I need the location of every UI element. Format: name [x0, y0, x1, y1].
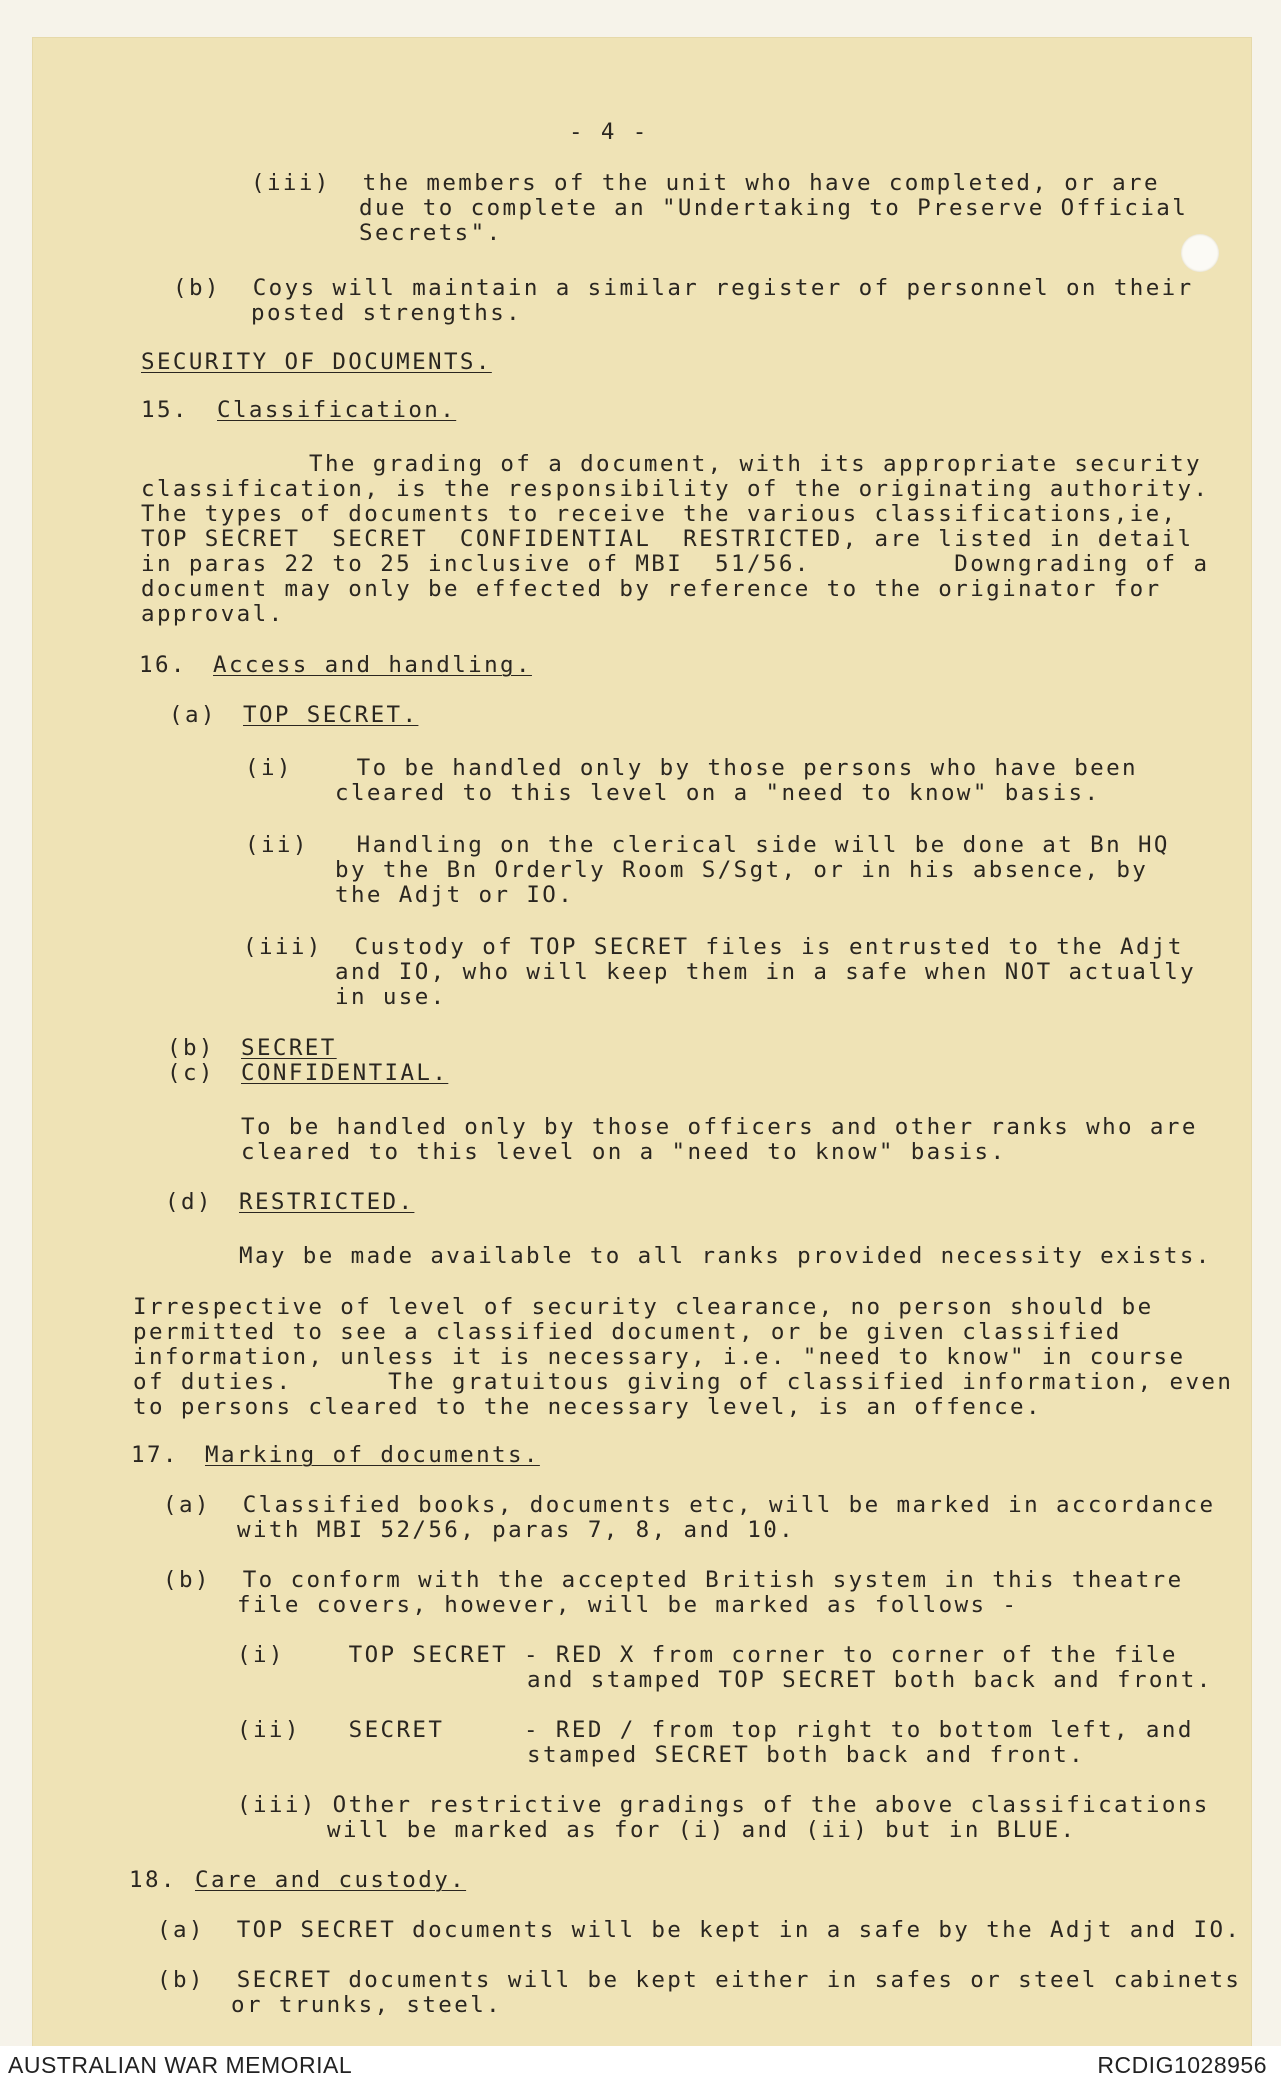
- text-line: approval.: [141, 601, 285, 627]
- archive-name: AUSTRALIAN WAR MEMORIAL: [8, 2052, 353, 2078]
- text-line: stamped SECRET both back and front.: [527, 1742, 1086, 1768]
- text-line: May be made available to all ranks provided necessity exists.: [239, 1243, 1212, 1269]
- text-line: posted strengths.: [251, 300, 523, 326]
- text-line: (b) To conform with the accepted British system in this theatre: [163, 1567, 1184, 1593]
- sub-label: (c): [167, 1060, 215, 1086]
- para-heading: Care and custody.: [195, 1867, 467, 1893]
- text-line: and stamped TOP SECRET both back and front.: [527, 1667, 1213, 1693]
- text-line: TOP SECRET SECRET CONFIDENTIAL RESTRICTED, are listed in detail: [141, 526, 1194, 552]
- text-line: (iii) Custody of TOP SECRET files is entrusted to the Adjt: [243, 934, 1184, 960]
- text-line: (b) Coys will maintain a similar register of personnel on their: [173, 275, 1194, 301]
- text-line: Irrespective of level of security clearance, no person should be: [133, 1294, 1154, 1320]
- text-line: (i) To be handled only by those persons who have been: [245, 755, 1138, 781]
- text-line: (a) TOP SECRET documents will be kept in a safe by the Adjt and IO.: [157, 1917, 1242, 1943]
- sub-heading: RESTRICTED.: [239, 1189, 415, 1215]
- text-line: of duties. The gratuitous giving of classified information, even: [133, 1369, 1234, 1395]
- sub-label: (b): [167, 1035, 215, 1061]
- text-line: To be handled only by those officers and other ranks who are: [241, 1114, 1198, 1140]
- sub-heading: CONFIDENTIAL.: [241, 1060, 449, 1086]
- punch-hole: [1181, 234, 1219, 272]
- text-line: The types of documents to receive the various classifications,ie,: [141, 501, 1178, 527]
- text-line: cleared to this level on a "need to know" basis.: [241, 1139, 1007, 1165]
- text-line: permitted to see a classified document, or be given classified: [133, 1319, 1122, 1345]
- text-line: or trunks, steel.: [231, 1992, 503, 2018]
- text-line: (i) TOP SECRET - RED X from corner to corner of the file: [237, 1642, 1178, 1668]
- text-line: (ii) SECRET - RED / from top right to bottom left, and: [237, 1717, 1194, 1743]
- text-line: (ii) Handling on the clerical side will be done at Bn HQ: [245, 832, 1170, 858]
- para-number: 15.: [141, 397, 189, 423]
- para-heading: Marking of documents.: [205, 1442, 540, 1468]
- text-line: (iii) the members of the unit who have completed, or are: [251, 170, 1160, 196]
- page-number: - 4 -: [569, 119, 649, 145]
- text-line: and IO, who will keep them in a safe when NOT actually: [335, 959, 1197, 985]
- text-line: information, unless it is necessary, i.e. "need to know" in course: [133, 1344, 1186, 1370]
- para-heading: Access and handling.: [213, 652, 532, 678]
- para-number: 17.: [131, 1442, 179, 1468]
- text-line: (b) SECRET documents will be kept either in safes or steel cabinets: [157, 1967, 1242, 1993]
- text-line: due to complete an "Undertaking to Preserve Official: [359, 195, 1189, 221]
- archive-reference: RCDIG1028956: [1097, 2052, 1267, 2078]
- text-line: in paras 22 to 25 inclusive of MBI 51/56. Downgrading of a: [141, 551, 1210, 577]
- text-line: The grading of a document, with its appropriate security: [309, 451, 1202, 477]
- para-heading: Classification.: [217, 397, 457, 423]
- document-page: [33, 38, 1251, 2046]
- text-line: the Adjt or IO.: [335, 882, 575, 908]
- para-number: 18.: [129, 1867, 177, 1893]
- text-line: document may only be effected by reference to the originator for: [141, 576, 1162, 602]
- text-line: will be marked as for (i) and (ii) but in BLUE.: [327, 1817, 1077, 1843]
- text-line: in use.: [335, 984, 447, 1010]
- sub-heading: SECRET: [241, 1035, 337, 1061]
- text-line: file covers, however, will be marked as follows -: [237, 1592, 1019, 1618]
- text-line: classification, is the responsibility of the originating authority.: [141, 476, 1210, 502]
- section-heading: SECURITY OF DOCUMENTS.: [141, 349, 492, 375]
- text-line: (iii) Other restrictive gradings of the above classifications: [237, 1792, 1210, 1818]
- text-line: by the Bn Orderly Room S/Sgt, or in his absence, by: [335, 857, 1149, 883]
- text-line: to persons cleared to the necessary level, is an offence.: [133, 1394, 1042, 1420]
- sub-heading: TOP SECRET.: [243, 702, 419, 728]
- text-line: with MBI 52/56, paras 7, 8, and 10.: [237, 1517, 796, 1543]
- text-line: cleared to this level on a "need to know" basis.: [335, 780, 1101, 806]
- text-line: (a) Classified books, documents etc, will be marked in accordance: [163, 1492, 1216, 1518]
- archive-footer: [0, 2046, 1281, 2082]
- sub-label: (a): [169, 702, 217, 728]
- text-line: Secrets".: [359, 220, 503, 246]
- para-number: 16.: [139, 652, 187, 678]
- sub-label: (d): [165, 1189, 213, 1215]
